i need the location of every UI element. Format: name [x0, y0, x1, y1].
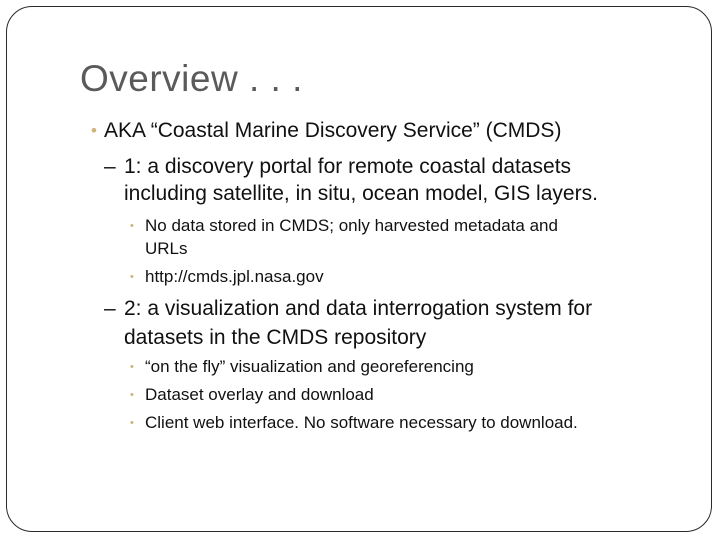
bullet-aka-cmds: AKA “Coastal Marine Discovery Service” (CMDS): [104, 119, 562, 142]
item-2-sub-2: Dataset overlay and download: [145, 385, 374, 404]
item-1-sub-2-url: http://cmds.jpl.nasa.gov: [145, 267, 324, 286]
item-1-sub-1-line-2: URLs: [145, 239, 188, 258]
slide-title: Overview . . .: [80, 58, 303, 99]
bullet-icon: •: [130, 389, 134, 401]
dash-icon: –: [104, 155, 116, 178]
item-2-sub-3: Client web interface. No software necessary to download.: [145, 413, 578, 432]
item-1-line-1: 1: a discovery portal for remote coastal datasets: [124, 155, 572, 178]
item-1-sub-1-line-1: No data stored in CMDS; only harvested metadata and: [145, 216, 558, 235]
bullet-icon: •: [130, 361, 134, 373]
bullet-icon: •: [130, 220, 134, 232]
item-2-line-2: datasets in the CMDS repository: [124, 326, 427, 349]
item-2-line-1: 2: a visualization and data interrogation system for: [124, 297, 593, 320]
item-1-line-2: including satellite, in situ, ocean model, GIS layers.: [124, 182, 598, 205]
dash-icon: –: [104, 297, 116, 320]
bullet-icon: •: [130, 271, 134, 283]
bullet-icon: •: [91, 121, 97, 140]
bullet-icon: •: [130, 417, 134, 429]
item-2-sub-1: “on the fly” visualization and georeferencing: [145, 357, 474, 376]
